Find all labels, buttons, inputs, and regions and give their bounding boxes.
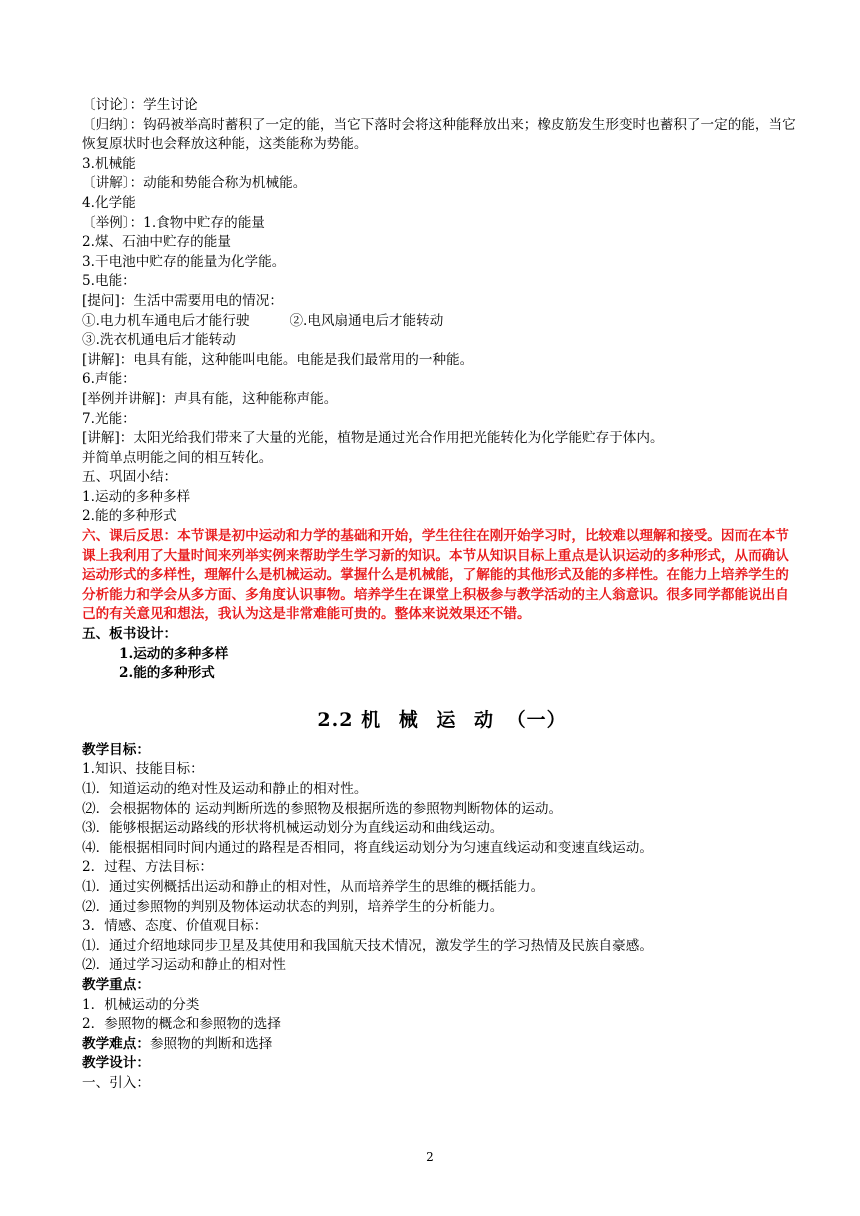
difficulty-text: 参照物的判断和选择 xyxy=(149,1035,273,1052)
goals-label: 教学目标： xyxy=(82,741,150,758)
text-paragraph: 〔归纳〕：钩码被举高时蓄积了一定的能，当它下落时会将这种能释放出来；橡皮筋发生形变时也蓄积了一定的能，当它恢复原状时也会释放这种能，这类能称为势能。 xyxy=(82,116,796,153)
text-line: [讲解]：太阳光给我们带来了大量的光能，植物是通过光合作用把光能转化为化学能贮存于体内。 xyxy=(82,430,664,447)
section-title-part: （一） xyxy=(506,708,567,731)
board-item: 1.运动的多种多样 xyxy=(119,645,229,662)
page-number: 2 xyxy=(426,1150,434,1164)
electric-example-1: ①.电力机车通电后才能行驶 xyxy=(82,312,250,329)
text-line: 4.化学能 xyxy=(82,194,136,211)
section-title-number: 2.2 xyxy=(317,708,354,731)
reflection-label: 六、课后反思： xyxy=(82,528,178,545)
goal-line: ⑶．能够根据运动路线的形状将机械运动划分为直线运动和曲线运动。 xyxy=(82,820,504,837)
goal-line: ⑵．通过学习运动和静止的相对性 xyxy=(82,957,286,974)
text-line: 3.干电池中贮存的能量为化学能。 xyxy=(82,253,286,270)
text-line: ③.洗衣机通电后才能转动 xyxy=(82,332,236,349)
text-line: 2.能的多种形式 xyxy=(82,508,177,525)
board-design-label: 五、板书设计： xyxy=(82,626,178,643)
goal-line: ⑴．通过实例概括出运动和静止的相对性，从而培养学生的思维的概括能力。 xyxy=(82,878,545,895)
goal-line: 2．过程、方法目标： xyxy=(82,859,213,876)
electric-example-2: ②.电风扇通电后才能转动 xyxy=(289,312,444,329)
text-line: 3.机械能 xyxy=(82,155,136,172)
section-title-text: 机 械 运 动 xyxy=(361,708,499,731)
key-points-label: 教学重点： xyxy=(82,976,150,993)
text-line: [举例并讲解]：声具有能，这种能称声能。 xyxy=(82,390,338,407)
goal-line: ⑴．通过介绍地球同步卫星及其使用和我国航天技术情况，激发学生的学习热情及民族自豪感。 xyxy=(82,937,653,954)
text-line: 5.电能： xyxy=(82,273,136,290)
text-line: 2.煤、石油中贮存的能量 xyxy=(82,234,231,251)
text-line: 并简单点明能之间的相互转化。 xyxy=(82,449,273,466)
text-line: 1.运动的多种多样 xyxy=(82,488,191,505)
goal-line: ⑴．知道运动的绝对性及运动和静止的相对性。 xyxy=(82,781,368,797)
goal-line: 1.知识、技能目标： xyxy=(82,761,204,778)
section-title xyxy=(82,707,802,733)
intro-line: 一、引入： xyxy=(82,1074,150,1091)
goal-line: ⑵．通过参照物的判别及物体运动状态的判别，培养学生的分析能力。 xyxy=(82,898,504,915)
difficulty-line xyxy=(82,1035,802,1055)
text-line: 〔讲解〕：动能和势能合称为机械能。 xyxy=(82,175,307,192)
text-line: [提问]：生活中需要用电的情况： xyxy=(82,292,283,309)
key-point-line: 2．参照物的概念和参照物的选择 xyxy=(82,1016,281,1033)
text-line: 五、巩固小结： xyxy=(82,469,178,486)
text-line: [讲解]：电具有能，这种能叫电能。电能是我们最常用的一种能。 xyxy=(82,351,474,368)
text-line: 〔举例〕：1.食物中贮存的能量 xyxy=(82,214,265,231)
goal-line: ⑵．会根据物体的 运动判断所选的参照物及根据所选的参照物判断物体的运动。 xyxy=(82,800,563,817)
board-item: 2.能的多种形式 xyxy=(119,665,215,682)
goal-line: ⑷．能根据相同时间内通过的路程是否相同，将直线运动划分为匀速直线运动和变速直线运动。 xyxy=(82,839,653,856)
key-point-line: 1．机械运动的分类 xyxy=(82,996,200,1013)
document-body xyxy=(82,96,802,1094)
design-label: 教学设计： xyxy=(82,1055,150,1072)
goal-line: 3．情感、态度、价值观目标： xyxy=(82,918,268,935)
difficulty-label: 教学难点： xyxy=(82,1035,150,1052)
electric-examples-line xyxy=(82,312,802,332)
reflection-text: 本节课是初中运动和力学的基础和开始，学生往往在刚开始学习时，比较难以理解和接受。因而在本节课上我利用了大量时间来列举实例来帮助学生学习新的知识。本节从知识目标上重点是认识运动的多种形式，从而确认运动形式的多样性，理解什么是机械运动。掌握什么是机械能，了解能的其他形式及能的多样性。在能力上培养学生的分析能力和学会从多方面、多角度认识事物。培养学生在课堂上积极参与教学活动的主人翁意识。很多同学都能说出自己的有关意见和想法，我认为这是非常难能可贵的。整体来说效果还不错。 xyxy=(82,528,789,623)
reflection-paragraph xyxy=(82,527,802,625)
text-line: 〔讨论〕：学生讨论 xyxy=(82,97,198,113)
text-line: 7.光能： xyxy=(82,410,136,427)
text-line: 6.声能： xyxy=(82,371,136,388)
